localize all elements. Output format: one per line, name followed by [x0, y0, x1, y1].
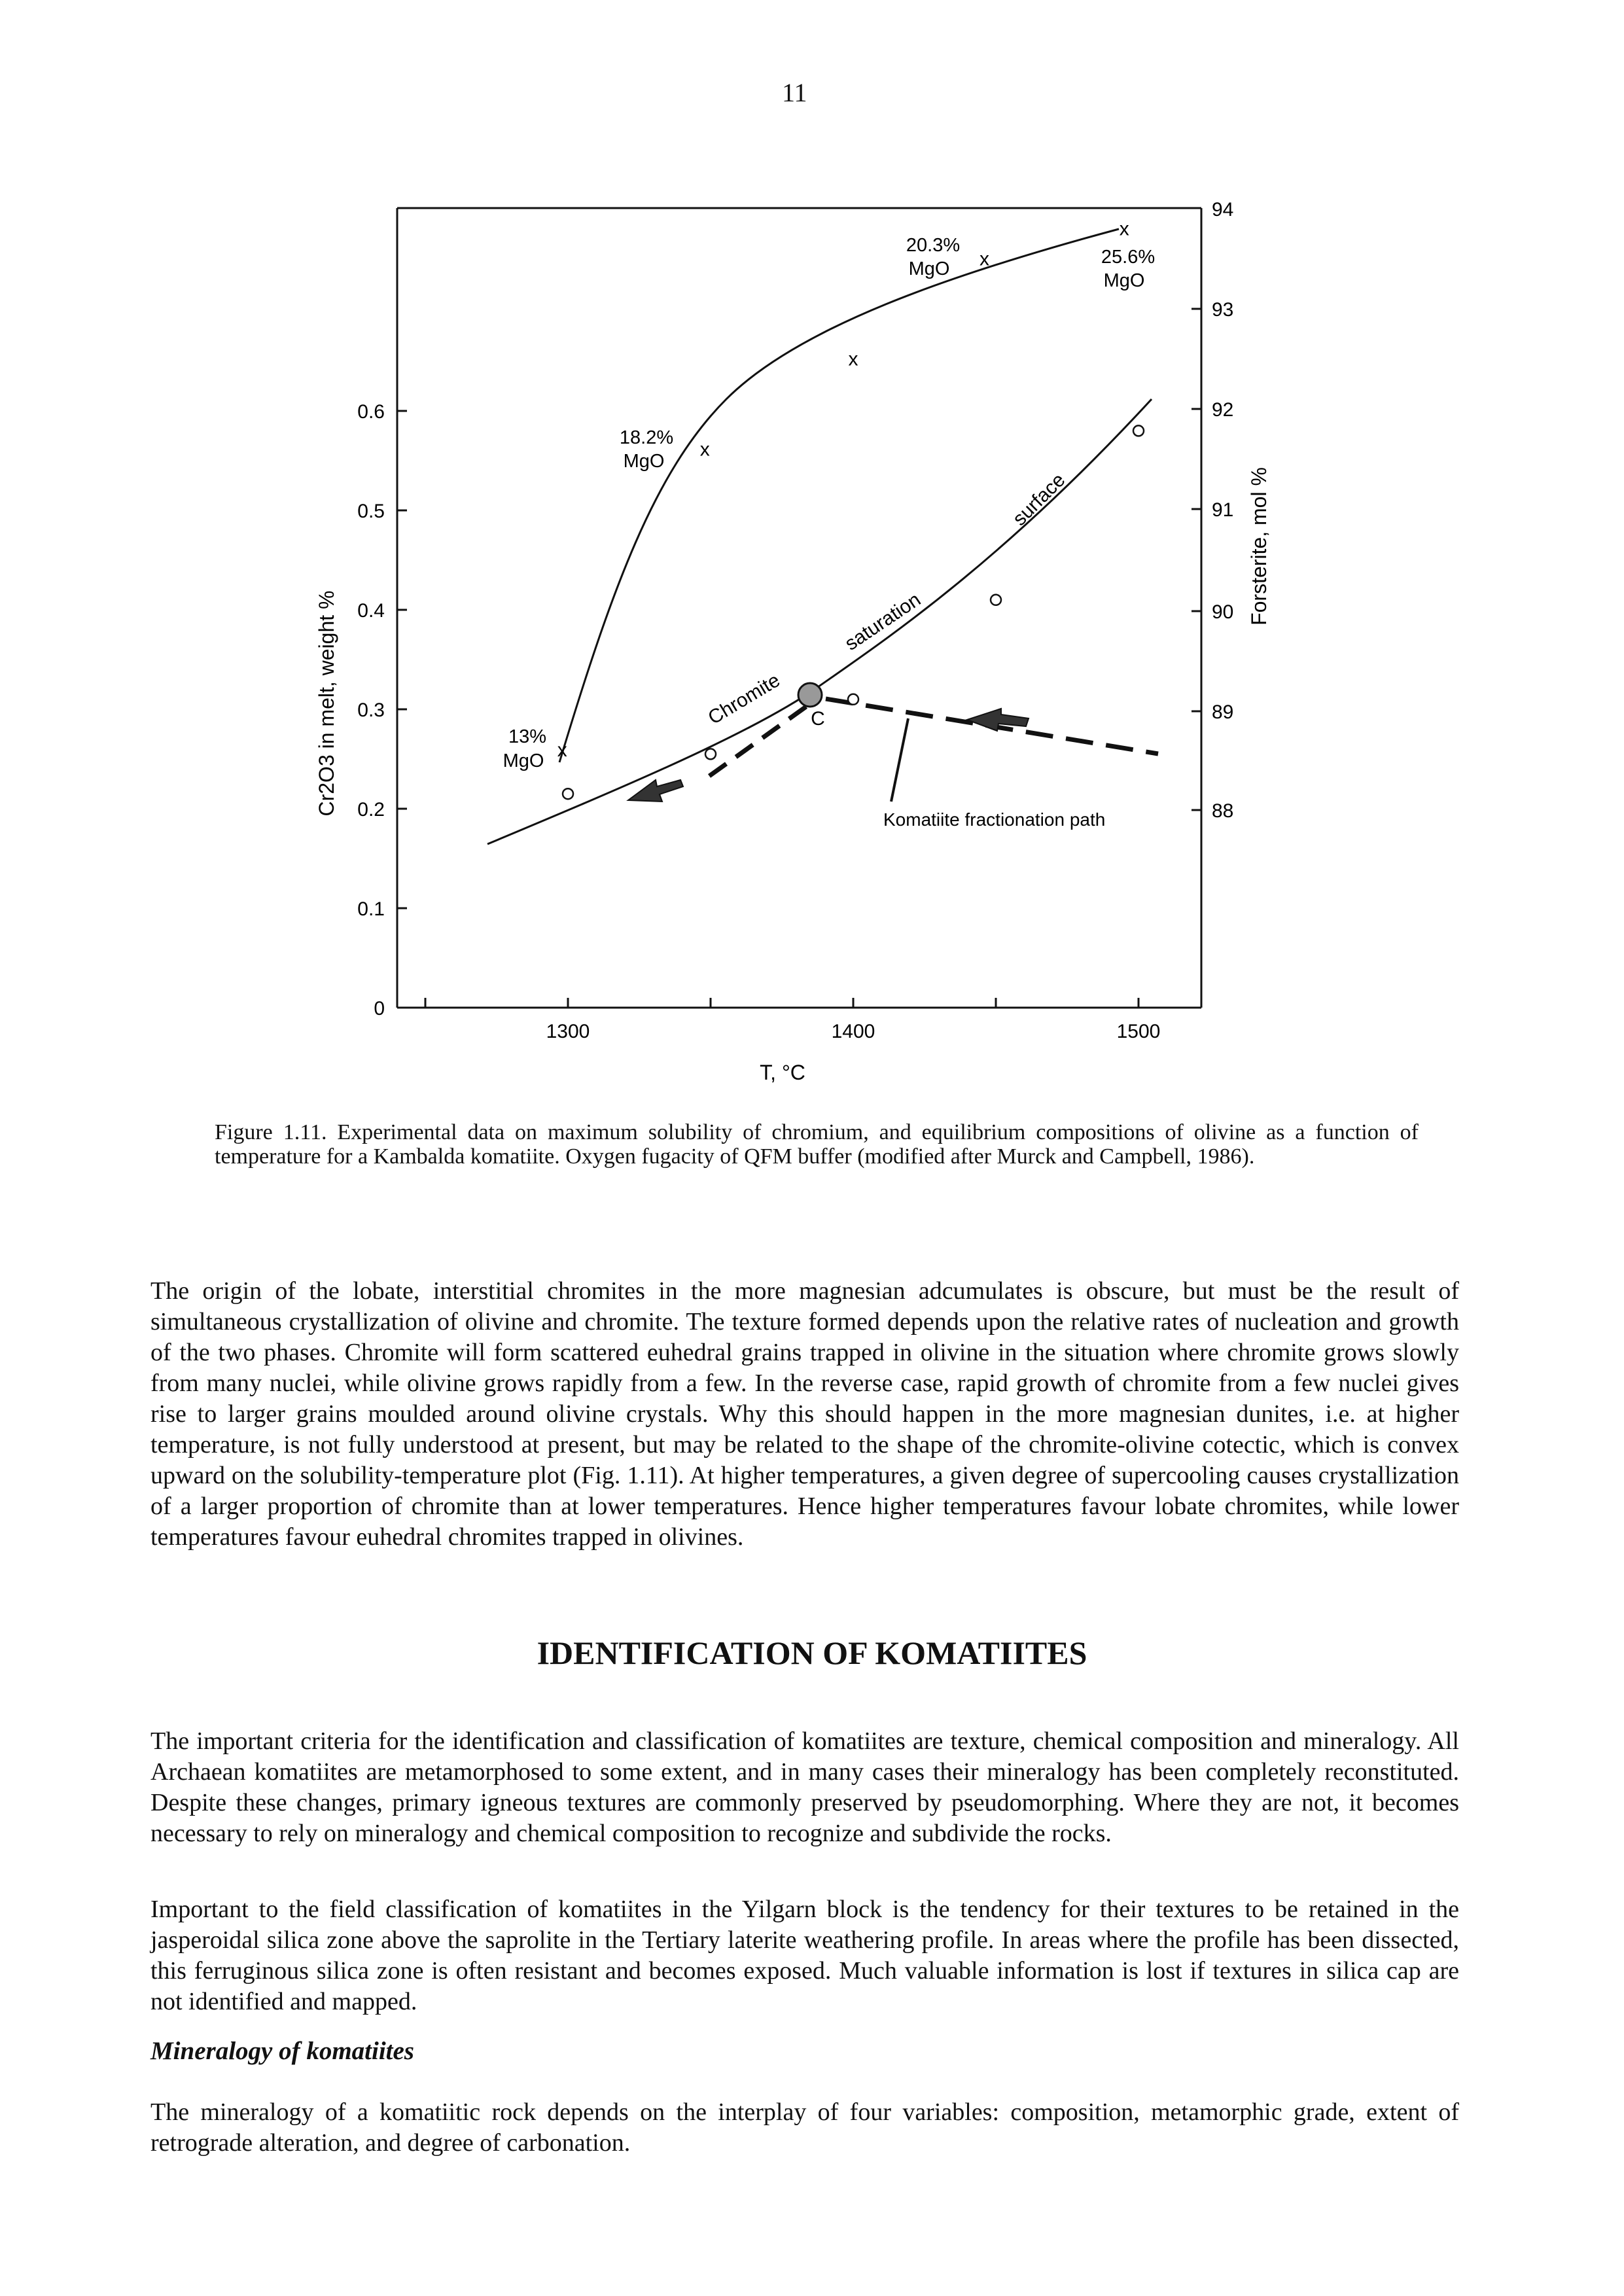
saturation-data-point: [705, 749, 716, 759]
saturation-curve: [487, 399, 1152, 844]
body-paragraph: The origin of the lobate, interstitial chromites in the more magnesian adcumulates is obscure, but must be the result of simultaneous crystallization of olivine and chromite. The texture formed depends upon the relative rates of nucleation and growth of the two phases. Chromite will form scattered euhedral grains trapped in olivine in the situation where chromite grows slowly from many nuclei, while olivine grows rapidly from a few. In the reverse case, rapid growth of chromite from a few nuclei gives rise to larger grains moulded around olivine crystals. Why this should happen in the more magnesian dunites, i.e. at higher temperature, is not fully understood at present, but may be related to the shape of the chromite-olivine cotectic, which is convex upward on the solubility-temperature plot (Fig. 1.11). At higher temperatures, a given degree of supercooling causes crystallization of a larger proportion of chromite than at lower temperatures. Hence higher temperatures favour lobate chromites, while lower temperatures favour euhedral chromites trapped in olivines.: [150, 1277, 1459, 1551]
label-13-mgo: MgO: [503, 751, 544, 771]
label-256-mgo: MgO: [1103, 270, 1145, 291]
arrow-left: [628, 780, 683, 802]
path-label-leader: [891, 718, 908, 802]
subsection-heading: Mineralogy of komatiites: [150, 2037, 414, 2065]
saturation-data-point: [563, 788, 573, 799]
y-left-ticks: [357, 401, 407, 1019]
y-right-ticks: [1192, 199, 1233, 822]
body-paragraph: The mineralogy of a komatiitic rock depends on the interplay of four variables: composition, metamorphic grade, extent of retrograde alteration, and degree of carbonation.: [150, 2098, 1459, 2157]
y-left-tick-label: 0.2: [357, 799, 385, 821]
figure-chart: [0, 0, 1624, 1112]
x-ticks: [425, 998, 1160, 1042]
y-right-tick-label: 88: [1212, 800, 1234, 822]
point-c-marker: [798, 683, 822, 707]
x-tick-label: 1300: [546, 1021, 590, 1042]
y-right-tick-label: 91: [1212, 499, 1234, 521]
y-left-axis-label: Cr2O3 in melt, weight %: [315, 590, 338, 817]
body-paragraph: Important to the field classification of komatiites in the Yilgarn block is the tendency for their textures to be retained in the jasperoidal silica zone above the saprolite in the Tertiary laterite weathering profile. In areas where the profile has been dissected, this ferruginous silica zone is often resistant and becomes exposed. Much valuable information is lost if textures in silica cap are not identified and mapped.: [150, 1896, 1459, 2015]
x-tick-label: 1500: [1116, 1021, 1161, 1042]
body-paragraph: The important criteria for the identification and classification of komatiites are texture, chemical composition and mineralogy. All Archaean komatiites are metamorphosed to some extent, and in many cases their mineralogy has been completely reconstituted. Despite these changes, primary igneous textures are commonly preserved by pseudomorphing. Where they are not, it becomes necessary to rely on mineralogy and chemical composition to recognize and subdivide the rocks.: [150, 1727, 1459, 1847]
y-right-tick-label: 89: [1212, 701, 1234, 723]
curve-label-surface: surface: [1008, 469, 1070, 530]
y-left-tick-label: 0.6: [357, 401, 385, 423]
y-right-tick-label: 93: [1212, 299, 1234, 321]
x-axis-label: T, °C: [760, 1061, 805, 1084]
point-c-label: C: [811, 708, 825, 730]
label-203-percent: 20.3%: [906, 235, 961, 256]
annotations: [503, 235, 1156, 830]
saturation-data-point: [1133, 425, 1144, 436]
y-left-tick-label: 0.1: [357, 898, 385, 920]
olivine-data-point: x: [557, 739, 567, 762]
saturation-data-point: [991, 595, 1001, 605]
page-number: 11: [782, 78, 807, 107]
y-right-tick-label: 92: [1212, 399, 1234, 421]
curve-label-chromite: Chromite: [704, 669, 784, 730]
y-left-tick-label: 0.5: [357, 501, 385, 522]
label-13-percent: 13%: [508, 726, 547, 747]
x-tick-label: 1400: [831, 1021, 875, 1042]
series-markers: [557, 218, 1144, 799]
label-182-percent: 18.2%: [619, 427, 674, 448]
y-left-tick-label: 0.4: [357, 600, 385, 622]
y-right-tick-label: 94: [1212, 199, 1234, 221]
label-182-mgo: MgO: [623, 451, 665, 472]
fractionation-path-label: Komatiite fractionation path: [883, 809, 1106, 830]
olivine-data-point: x: [699, 438, 710, 461]
y-right-axis-label: Forsterite, mol %: [1247, 467, 1271, 626]
y-right-tick-label: 90: [1212, 601, 1234, 623]
label-256-percent: 25.6%: [1101, 247, 1156, 268]
olivine-data-point: x: [980, 248, 990, 270]
saturation-data-point: [848, 694, 858, 705]
curve-label-saturation: saturation: [841, 588, 925, 655]
figure-caption: Figure 1.11. Experimental data on maximum solubility of chromium, and equilibrium compositions of olivine as a function of temperature for a Kambalda komatiite. Oxygen fugacity of QFM buffer (modified after Murck and Campbell, 1986).: [215, 1120, 1419, 1169]
section-heading: IDENTIFICATION OF KOMATIITES: [537, 1634, 1087, 1671]
y-left-tick-label: 0: [374, 998, 385, 1019]
olivine-data-point: x: [1119, 218, 1129, 240]
olivine-data-point: x: [848, 348, 858, 370]
arrow-right: [967, 709, 1029, 731]
label-203-mgo: MgO: [908, 258, 950, 279]
y-left-tick-label: 0.3: [357, 699, 385, 721]
